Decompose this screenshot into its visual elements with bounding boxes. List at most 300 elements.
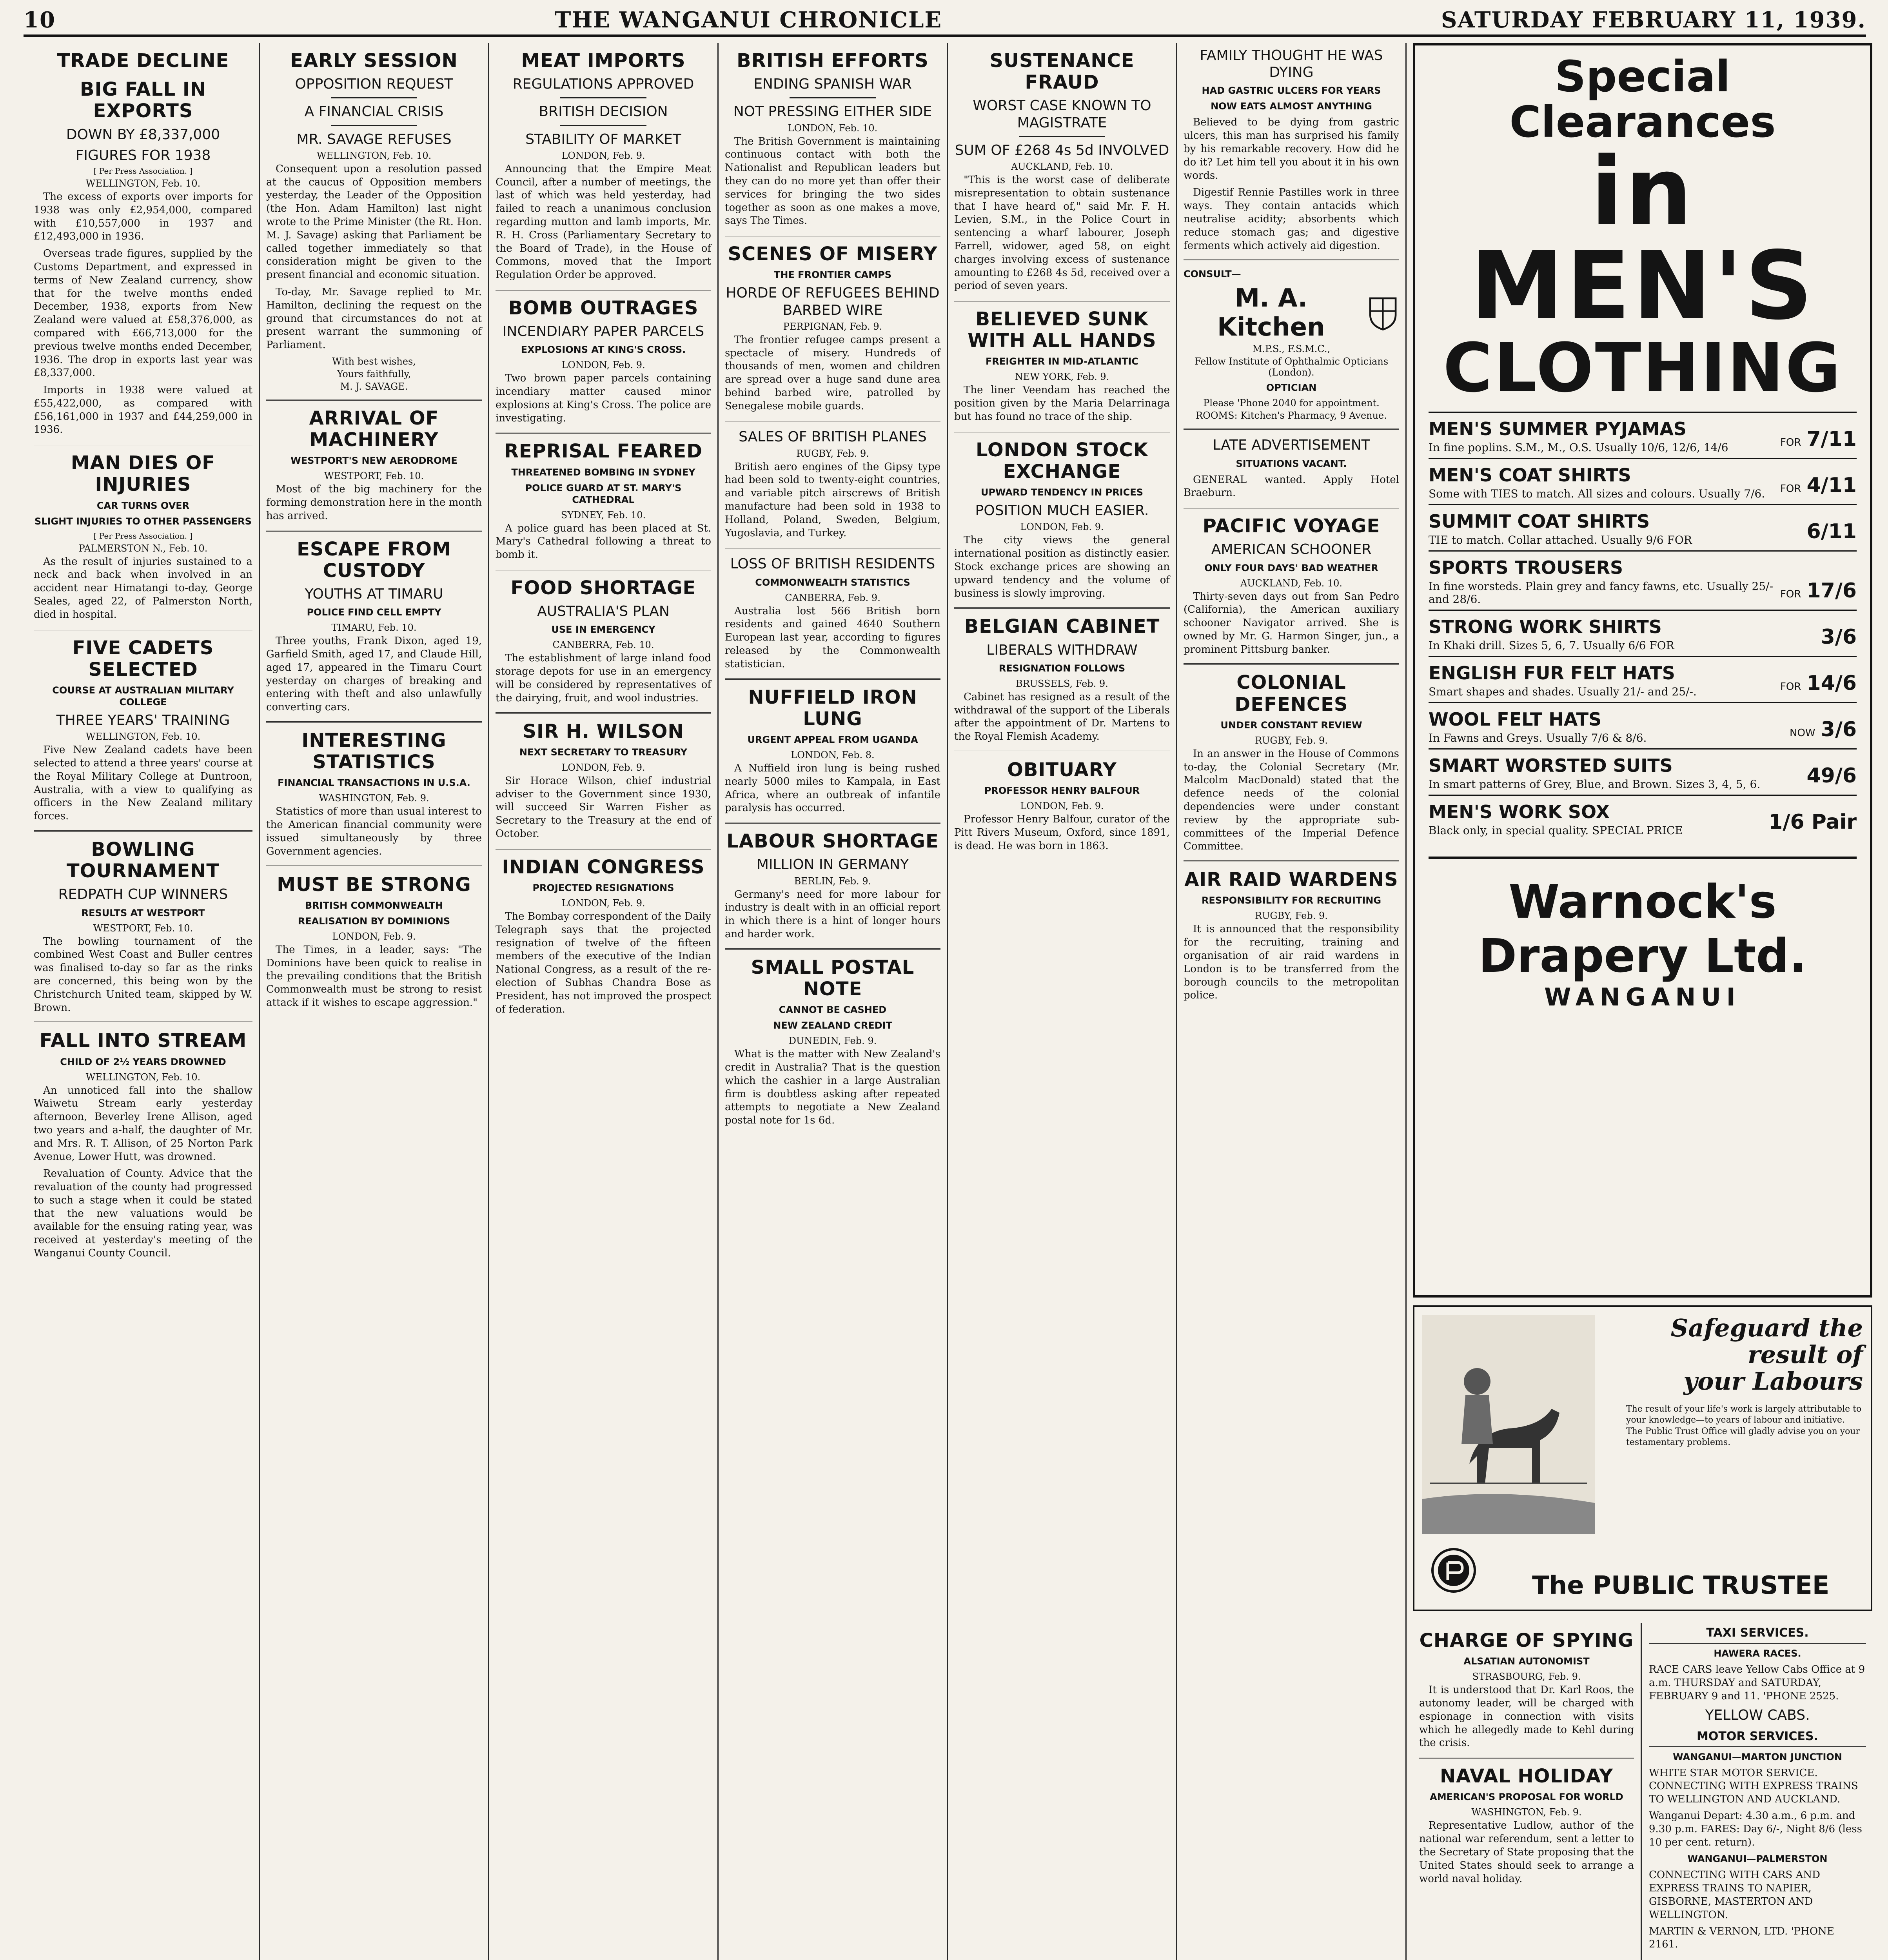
divider — [954, 607, 1170, 609]
subhead: POSITION MUCH EASIER. — [975, 503, 1149, 519]
headline: OBITUARY — [1007, 759, 1117, 781]
subhead: FREIGHTER IN MID-ATLANTIC — [985, 356, 1139, 367]
divider — [725, 420, 940, 421]
divider — [790, 97, 876, 98]
subhead: PROFESSOR HENRY BALFOUR — [984, 785, 1140, 797]
divider — [496, 712, 711, 714]
paragraph: Most of the big machinery for the forming demonstration here in the month has arrived. — [266, 483, 482, 522]
slogan-line: your Labours — [1683, 1367, 1863, 1396]
dateline: LONDON, Feb. 9. — [1020, 521, 1104, 533]
dateline: WELLINGTON, Feb. 10. — [316, 150, 432, 161]
dateline: WESTPORT, Feb. 10. — [93, 922, 193, 934]
qualifications: M.P.S., F.S.M.C., — [1252, 343, 1331, 355]
lower-right-news — [1413, 1623, 1640, 1960]
item-name: STRONG WORK SHIRTS — [1429, 616, 1662, 637]
subhead: NEXT SECRETARY TO TREASURY — [519, 746, 688, 758]
paragraph: What is the matter with New Zealand's credit in Australia? That is the question which the cashier in a large Australian firm is doubtless asking after repeated attempts to negotiate a New Zealand postal note for 1s 6d. — [725, 1048, 940, 1127]
item-qualifier: NOW — [1790, 727, 1815, 739]
wire-credit: [ Per Press Association. ] — [93, 531, 193, 541]
dateline: LONDON, Feb. 9. — [561, 150, 645, 161]
article-bomb-outrages — [496, 298, 711, 425]
column-3 — [489, 43, 717, 1960]
subhead: EXPLOSIONS AT KING'S CROSS. — [521, 344, 686, 356]
dateline: RUGBY, Feb. 9. — [1255, 735, 1328, 746]
article-pacific-voyage — [1184, 515, 1399, 656]
classified-text: Wanganui Depart: 4.30 a.m., 6 p.m. and 9.30 p.m. FARES: Day 6/-, Night 8/6 (less 10 per cent. return). — [1649, 1809, 1862, 1848]
paragraph: Cabinet has resigned as a result of the withdrawal of the support of the Liberals after the appointment of Dr. Martens to the Royal Flemish Academy. — [954, 691, 1170, 743]
subhead: NEW ZEALAND CREDIT — [773, 1020, 892, 1031]
item-name: WOOL FELT HATS — [1429, 708, 1602, 730]
item-name: SPORTS TROUSERS — [1429, 557, 1623, 578]
ad-headline: in MEN'S — [1470, 137, 1815, 341]
paragraph: Imports in 1938 were valued at £55,422,000, as compared with £56,161,000 in 1937 and £44,259,000 in 1936. — [34, 384, 252, 436]
ad-item — [1429, 458, 1857, 504]
dateline: WESTPORT, Feb. 10. — [324, 470, 424, 482]
headline: FOOD SHORTAGE — [510, 577, 696, 599]
headline: BRITISH EFFORTS — [737, 50, 929, 72]
subhead: CAR TURNS OVER — [96, 500, 190, 511]
dateline: WELLINGTON, Feb. 10. — [85, 1071, 201, 1083]
subhead: COMMONWEALTH STATISTICS — [755, 577, 910, 588]
ad-item — [1429, 610, 1857, 656]
article-british-planes — [725, 428, 940, 540]
dateline: LONDON, Feb. 8. — [791, 750, 875, 760]
item-desc: Smart shapes and shades. Usually 21/- and 25/-. — [1429, 685, 1697, 698]
article-labour-shortage — [725, 831, 940, 941]
divider — [496, 289, 711, 290]
dateline: AUCKLAND, Feb. 10. — [1240, 577, 1343, 589]
subhead: AUSTRALIA'S PLAN — [537, 603, 670, 620]
headline: NUFFIELD IRON LUNG — [748, 686, 917, 730]
item-name: MEN'S SUMMER PYJAMAS — [1429, 418, 1687, 439]
paragraph: The liner Veendam has reached the position given by the Maria Delarrinaga but has found no trace of the ship. — [954, 384, 1170, 423]
headline: NAVAL HOLIDAY — [1440, 1765, 1613, 1788]
headline: COLONIAL DEFENCES — [1234, 671, 1348, 715]
subhead: AMERICAN SCHOONER — [1211, 541, 1372, 558]
classified-text: MARTIN & VERNON, LTD. 'PHONE 2161. — [1649, 1925, 1834, 1951]
subhead: OPPOSITION REQUEST — [295, 76, 453, 93]
paragraph: Three youths, Frank Dixon, aged 19, Garfield Smith, aged 17, and Claude Hill, aged 17, appeared in the Timaru Court yesterday on charges of breaking and entering with theft and also unlawfully converting cars. — [266, 635, 482, 713]
column-2 — [260, 43, 488, 1960]
headline: ARRIVAL OF MACHINERY — [309, 407, 439, 451]
page-number: 10 — [24, 7, 56, 33]
divider — [496, 432, 711, 434]
subhead: SITUATIONS VACANT. — [1236, 458, 1347, 469]
subhead: WESTPORT'S NEW AERODROME — [290, 455, 457, 466]
column-4 — [719, 43, 947, 1960]
subhead: THREATENED BOMBING IN SYDNEY — [511, 466, 695, 478]
paragraph: Five New Zealand cadets have been selected to attend a three years' course at the Royal Military College at Duntroon, Australia, with a view to qualifying as officers in the New Zealand military forces. — [34, 744, 252, 822]
late-advertisement — [1184, 437, 1399, 500]
divider — [1184, 860, 1399, 862]
article-early-session — [266, 50, 482, 392]
dateline: BRUSSELS, Feb. 9. — [1016, 678, 1108, 689]
dateline: LONDON, Feb. 9. — [561, 897, 645, 909]
subhead: LIBERALS WITHDRAW — [986, 642, 1138, 658]
headline: AIR RAID WARDENS — [1184, 869, 1398, 891]
dateline: AUCKLAND, Feb. 10. — [1011, 161, 1113, 172]
column-5 — [948, 43, 1176, 1960]
headline: CHARGE OF SPYING — [1419, 1630, 1634, 1651]
subhead: CANNOT BE CASHED — [779, 1004, 887, 1016]
divider — [560, 125, 646, 126]
public-trustee-advertisement — [1413, 1305, 1872, 1611]
article-air-raid-wardens — [1184, 869, 1399, 1002]
headline: EARLY SESSION — [290, 50, 458, 72]
subhead: HAD GASTRIC ULCERS FOR YEARS — [1202, 85, 1381, 96]
divider — [331, 125, 417, 126]
ad-item — [1429, 656, 1857, 702]
classified-text: WHITE STAR MOTOR SERVICE. CONNECTING WITH EXPRESS TRAINS TO WELLINGTON AND AUCKLAND. — [1649, 1767, 1858, 1806]
item-price-block — [1780, 671, 1857, 695]
headline: MEAT IMPORTS — [521, 50, 686, 72]
article-man-dies — [34, 452, 252, 621]
article-colonial-defences — [1184, 672, 1399, 853]
item-price: 3/6 — [1821, 625, 1857, 649]
subhead: REGULATIONS APPROVED — [512, 76, 694, 93]
farmer-horse-illustration — [1422, 1315, 1595, 1534]
dateline: BERLIN, Feb. 9. — [794, 875, 871, 887]
paragraph: Thirty-seven days out from San Pedro (California), the American auxiliary schooner Navigator arrived. She is owned by Mr. G. Harmon Singer, jun., a prominent Pittsburg banker. — [1184, 590, 1399, 655]
paragraph: The Times, in a leader, says: "The Dominions have been quick to realise in the prevailing conditions that the British Commonwealth must be strong to resist attack if it wishes to escape aggression." — [266, 944, 482, 1009]
headline: SUSTENANCE FRAUD — [989, 50, 1135, 94]
headline: MAN DIES OF INJURIES — [71, 452, 216, 496]
item-price: 49/6 — [1806, 764, 1857, 788]
paragraph: British aero engines of the Gipsy type had been sold to twenty-eight countries, and variable pitch airscrews of British manufacture had been sold in 1938 to Holland, Poland, Sweden, Belgium, Yugoslavia, and Turkey. — [725, 461, 940, 539]
subhead: A FINANCIAL CRISIS — [304, 103, 444, 120]
article-sustenance-fraud — [954, 50, 1170, 293]
issue-date: SATURDAY FEBRUARY 11, 1939. — [1441, 7, 1866, 33]
item-price: 7/11 — [1806, 427, 1857, 451]
paragraph: Revaluation of County. Advice that the revaluation of the county had progressed to such a stage when it could be stated that the new valuations would be available for the ensuing rating year, was received at yesterday's meeting of the Wanganui County Council. — [34, 1168, 252, 1259]
headline: LONDON STOCK EXCHANGE — [976, 439, 1148, 483]
divider — [954, 431, 1170, 432]
paragraph: The city views the general international position as distinctly easier. Stock exchange prices are showing an upward tendency and the volume of business is slowly improving. — [954, 534, 1170, 599]
headline: BELGIAN CABINET — [964, 615, 1160, 638]
paragraph: It is announced that the responsibility for the recruiting, training and organisation of air raid wardens in London is to be transferred from the borough councils to the metropolitan police. — [1184, 923, 1399, 1002]
article-machinery — [266, 408, 482, 523]
dateline: PERPIGNAN, Feb. 9. — [783, 321, 882, 332]
signoff: M. J. SAVAGE. — [340, 381, 408, 392]
item-price: 1/6 Pair — [1768, 810, 1857, 834]
item-name: SMART WORSTED SUITS — [1429, 755, 1673, 776]
headline: FIVE CADETS SELECTED — [72, 637, 214, 681]
classified-text: CONNECTING WITH CARS AND EXPRESS TRAINS TO NAPIER, GISBORNE, MASTERTON AND WELLINGTON. — [1649, 1869, 1820, 1921]
subhead: THREE YEARS' TRAINING — [56, 712, 230, 729]
ad-item — [1429, 748, 1857, 795]
headline: FAMILY THOUGHT HE WAS DYING — [1200, 47, 1383, 81]
dateline: WASHINGTON, Feb. 9. — [1471, 1807, 1582, 1818]
headline: LATE ADVERTISEMENT — [1213, 437, 1370, 454]
divider — [34, 629, 252, 630]
item-qualifier: FOR — [1780, 436, 1801, 448]
divider — [1184, 260, 1399, 261]
subhead: REDPATH CUP WINNERS — [58, 886, 228, 903]
article-trade-decline — [34, 50, 252, 437]
subhead: REALISATION BY DOMINIONS — [298, 915, 450, 927]
divider — [34, 1022, 252, 1023]
paragraph: To-day, Mr. Savage replied to Mr. Hamilton, declining the request on the ground that circumstances do not at present warrant the summoning of Parliament. — [266, 286, 482, 351]
item-desc: In smart patterns of Grey, Blue, and Brown. Sizes 3, 4, 5, 6. — [1429, 777, 1761, 791]
dateline: LONDON, Feb. 10. — [788, 122, 878, 134]
rooms-info: ROOMS: Kitchen's Pharmacy, 9 Avenue. — [1196, 410, 1387, 421]
headline: REPRISAL FEARED — [504, 440, 703, 463]
paragraph: It is understood that Dr. Karl Roos, the autonomy leader, will be charged with espionage in connection with visits which he allegedly made to Kehl during the crisis. — [1419, 1684, 1634, 1749]
classified-heading: TAXI SERVICES. — [1649, 1623, 1866, 1644]
dateline: LONDON, Feb. 9. — [561, 359, 645, 371]
headline: INTERESTING STATISTICS — [301, 730, 447, 773]
item-desc: Black only, in special quality. SPECIAL PRICE — [1429, 824, 1683, 837]
ad-item — [1429, 550, 1857, 610]
dateline: WELLINGTON, Feb. 10. — [85, 731, 201, 742]
divider — [725, 678, 940, 680]
paragraph: The frontier refugee camps present a spectacle of misery. Hundreds of thousands of men, women and children are spread over a huge sand dune area behind barbed wire, patrolled by Senegalese mobile guards. — [725, 334, 940, 412]
subhead: USE IN EMERGENCY — [551, 624, 655, 635]
headline: INDIAN CONGRESS — [502, 856, 705, 878]
optician-role: OPTICIAN — [1266, 382, 1317, 394]
item-desc: In fine poplins. S.M., M., O.S. Usually 10/6, 12/6, 14/6 — [1429, 441, 1728, 454]
paragraph: As the result of injuries sustained to a neck and back when involved in an accident near Himatangi to-day, George Seales, aged 22, of Palmerston North, died in hospital. — [34, 555, 252, 621]
subhead: COURSE AT AUSTRALIAN MILITARY COLLEGE — [52, 685, 234, 708]
item-price-block — [1790, 718, 1857, 741]
divider — [1419, 1757, 1634, 1759]
subhead: POLICE FIND CELL EMPTY — [307, 607, 441, 618]
divider — [1184, 507, 1399, 508]
subhead: INCENDIARY PAPER PARCELS — [502, 323, 704, 340]
divider — [725, 822, 940, 824]
item-name: SUMMIT COAT SHIRTS — [1429, 510, 1650, 532]
dateline: LONDON, Feb. 9. — [561, 762, 645, 773]
divider — [1019, 136, 1105, 137]
subhead: ENDING SPANISH WAR — [753, 76, 912, 93]
subhead: PROJECTED RESIGNATIONS — [532, 882, 674, 893]
subhead: BRITISH DECISION — [539, 103, 668, 120]
item-price-block — [1780, 427, 1857, 451]
article-indian-congress — [496, 857, 711, 1016]
public-trust-emblem-icon — [1430, 1547, 1477, 1594]
ad-item — [1429, 412, 1857, 458]
column-6 — [1177, 43, 1405, 1960]
item-price: 6/11 — [1806, 519, 1857, 543]
paragraph: Germany's need for more labour for industry is dealt with in an official report in which there is a hint of longer hours and harder work. — [725, 888, 940, 940]
item-price-block — [1801, 764, 1857, 788]
item-price-block — [1763, 810, 1857, 834]
headline: BIG FALL IN EXPORTS — [80, 78, 206, 122]
dateline: LONDON, Feb. 9. — [1020, 800, 1104, 812]
subhead: NOW EATS ALMOST ANYTHING — [1211, 101, 1372, 112]
dateline: WASHINGTON, Feb. 9. — [319, 793, 429, 804]
subhead: DOWN BY £8,337,000 — [66, 126, 220, 143]
article-charge-of-spying — [1419, 1630, 1634, 1750]
subhead: RESIGNATION FOLLOWS — [998, 662, 1126, 674]
ad-item — [1429, 702, 1857, 748]
item-price: 3/6 — [1821, 717, 1857, 741]
divider — [266, 721, 482, 723]
headline: SMALL POSTAL NOTE — [751, 956, 915, 1000]
ad-headline: CLOTHING — [1443, 328, 1843, 407]
dateline: DUNEDIN, Feb. 9. — [788, 1035, 877, 1047]
consult-label: CONSULT— — [1184, 269, 1241, 280]
paragraph: Two brown paper parcels containing incendiary matter caused minor explosions at King's Cross. The police are investigating. — [496, 372, 711, 424]
item-price-block — [1801, 520, 1857, 543]
column-1 — [27, 43, 259, 1960]
signoff: Yours faithfully, — [337, 368, 411, 379]
item-qualifier: FOR — [1780, 483, 1801, 495]
divider — [266, 530, 482, 532]
subhead: AMERICAN'S PROPOSAL FOR WORLD — [1430, 1791, 1623, 1803]
item-price-block — [1815, 625, 1857, 649]
article-food-shortage — [496, 577, 711, 705]
paragraph: Representative Ludlow, author of the national war referendum, sent a letter to the Secretary of State proposing that the United States should seek to arrange a world naval holiday. — [1419, 1820, 1634, 1885]
paragraph: Digestif Rennie Pastilles work in three ways. They contain antacids which neutralise acidity; absorbents which reduce stomach gas; and digestive ferments which actively aid digestion. — [1184, 187, 1399, 252]
subhead: NOT PRESSING EITHER SIDE — [733, 103, 932, 120]
phone-info: Please 'Phone 2040 for appointment. — [1203, 397, 1380, 409]
item-name: ENGLISH FUR FELT HATS — [1429, 662, 1675, 684]
paragraph: Believed to be dying from gastric ulcers, this man has surprised his family by his remarkable recovery. How did he do it? Let him tell you about it in his own words. — [1184, 116, 1399, 181]
divider — [954, 300, 1170, 301]
paragraph: Australia lost 566 British born residents and gained 4640 Southern European last year, according to figures released by the Commonwealth statistician. — [725, 605, 940, 670]
headline: BOWLING TOURNAMENT — [66, 838, 220, 882]
subhead: MR. SAVAGE REFUSES — [296, 131, 452, 147]
article-reprisal — [496, 441, 711, 562]
subhead: THE FRONTIER CAMPS — [773, 269, 892, 281]
article-british-efforts — [725, 50, 940, 228]
subhead: UPWARD TENDENCY IN PRICES — [980, 487, 1144, 498]
ad-item — [1429, 504, 1857, 550]
paragraph: The Bombay correspondent of the Daily Telegraph says that the projected resignation of twelve of the fifteen members of the executive of the Indian National Congress, as a result of the re-election of Subhas Chandra Bose as President, has not improved the prospect of federation. — [496, 910, 711, 1015]
slogan-line: result of — [1748, 1340, 1863, 1369]
item-name: MEN'S WORK SOX — [1429, 801, 1610, 822]
subhead: FINANCIAL TRANSACTIONS IN U.S.A. — [278, 777, 470, 789]
divider — [1184, 663, 1399, 665]
divider — [725, 948, 940, 950]
article-bowling — [34, 839, 252, 1014]
item-price: 4/11 — [1806, 473, 1857, 497]
paragraph: "This is the worst case of deliberate misrepresentation to obtain sustenance that I have heard of," said Mr. F. H. Levien, S.M., in the Police Court in sentencing a wharf labourer, Joseph Farrell, widower, aged 58, on eight charges involving excess of sustenance amounting to £268 4s 5d, received over a period of seven years. — [954, 174, 1170, 292]
trustee-blurb: The result of your life's work is largely attributable to your knowledge—to years of labour and initiative. The Public Trust Office will gladly advise you on your testamentary problems. — [1626, 1404, 1862, 1448]
paragraph: Overseas trade figures, supplied by the Customs Department, and expressed in terms of New Zealand currency, show that for the twelve months ended December, 1938, exports from New Zealand were valued at £58,376,000, as compared with £66,713,000 for the previous twelve months ended December, 1936. The drop in exports last year was £8,337,000. — [34, 248, 252, 379]
article-meat-imports — [496, 50, 711, 282]
subhead: UNDER CONSTANT REVIEW — [1220, 719, 1362, 731]
article-must-be-strong — [266, 874, 482, 1010]
headline: SALES OF BRITISH PLANES — [739, 429, 927, 445]
divider — [266, 399, 482, 401]
subhead: POLICE GUARD AT ST. MARY'S CATHEDRAL — [525, 482, 682, 505]
paper-title: THE WANGANUI CHRONICLE — [554, 7, 942, 33]
headline: SCENES OF MISERY — [728, 243, 938, 265]
article-stock-exchange — [954, 439, 1170, 601]
wire-credit: [ Per Press Association. ] — [93, 166, 193, 176]
article-obituary — [954, 759, 1170, 853]
item-desc: In fine worsteds. Plain grey and fancy fawns, etc. Usually 25/- and 28/6. — [1429, 579, 1774, 606]
headline: TRADE DECLINE — [57, 50, 229, 72]
subhead: FIGURES FOR 1938 — [75, 147, 211, 163]
dateline: STRASBOURG, Feb. 9. — [1472, 1671, 1581, 1682]
headline: FALL INTO STREAM — [39, 1030, 247, 1052]
headline: LOSS OF BRITISH RESIDENTS — [730, 556, 935, 572]
paragraph: The bowling tournament of the combined West Coast and Buller centres was finalised to-day so far as the rinks are concerned, this being won by the Christchurch United team, skipped by W. Brown. — [34, 935, 252, 1014]
clothing-advertisement — [1413, 43, 1872, 1298]
item-desc: In Fawns and Greys. Usually 7/6 & 8/6. — [1429, 731, 1647, 744]
paragraph: Announcing that the Empire Meat Council, after a number of meetings, the last of which was held yesterday, had failed to reach a unanimous conclusion regarding mutton and lamb imports, Mr. R. H. Cross (Parliamentary Secretary to the Board of Trade), in the House of Commons, moved that the Import Regulation Order be approved. — [496, 163, 711, 281]
column-rule — [1641, 1623, 1642, 1960]
article-naval-holiday — [1419, 1766, 1634, 1886]
item-desc: TIE to match. Collar attached. Usually 9/6 FOR — [1429, 533, 1692, 546]
fellowship: Fellow Institute of Ophthalmic Opticians (London). — [1194, 356, 1389, 378]
article-scenes-of-misery — [725, 243, 940, 413]
subhead: SUM OF £268 4s 5d INVOLVED — [955, 142, 1169, 158]
article-escape — [266, 539, 482, 714]
dateline: RUGBY, Feb. 9. — [1255, 910, 1328, 922]
classified-text: RACE CARS leave Yellow Cabs Office at 9 a.m. THURSDAY and SATURDAY, FEBRUARY 9 and 11. 'PHONE 2525. — [1649, 1664, 1865, 1702]
divider — [560, 97, 646, 98]
paragraph: Consequent upon a resolution passed at the caucus of Opposition members yesterday, the Leader of the Opposition (the Hon. Adam Hamilton) last night wrote to the Prime Minister (the Rt. Hon. M. J. Savage) asking that Parliament be called together immediately so that consideration might be given to the present financial and economic situation. — [266, 163, 482, 281]
divider — [725, 547, 940, 548]
paragraph: A police guard has been placed at St. Mary's Cathedral following a threat to bomb it. — [496, 522, 711, 561]
article-british-residents — [725, 555, 940, 671]
ad-item — [1429, 795, 1857, 841]
store-name: Warnock's Drapery Ltd. — [1429, 857, 1857, 983]
subhead: CHILD OF 2½ YEARS DROWNED — [60, 1056, 226, 1067]
headline: MUST BE STRONG — [277, 873, 471, 896]
subhead: YOUTHS AT TIMARU — [305, 586, 443, 603]
article-five-cadets — [34, 637, 252, 823]
divider — [266, 866, 482, 867]
divider — [725, 235, 940, 236]
classified-subhead: WANGANUI—MARTON JUNCTION — [1673, 1751, 1842, 1762]
dateline: WELLINGTON, Feb. 10. — [85, 178, 201, 189]
article-statistics — [266, 730, 482, 858]
headline: BELIEVED SUNK WITH ALL HANDS — [968, 308, 1156, 352]
subhead: STABILITY OF MARKET — [525, 131, 681, 147]
article-postal-note — [725, 957, 940, 1127]
optician-name: M. A. Kitchen — [1217, 284, 1325, 342]
item-price: 14/6 — [1806, 671, 1857, 695]
paragraph: In an answer in the House of Commons to-day, the Colonial Secretary (Mr. Malcolm MacDonald) stated that the defence needs of the colonial dependencies were under constant review by the appropriate sub-committees of the Imperial Defence Committee. — [1184, 748, 1399, 853]
paragraph: GENERAL wanted. Apply Hotel Braeburn. — [1184, 474, 1399, 499]
store-city: WANGANUI — [1544, 982, 1741, 1011]
paragraph: Professor Henry Balfour, curator of the Pitt Rivers Museum, Oxford, since 1891, is dead. He was born in 1863. — [954, 813, 1170, 852]
subhead: BRITISH COMMONWEALTH — [305, 900, 443, 911]
item-qualifier: FOR — [1780, 588, 1801, 600]
article-rennie-ad — [1184, 47, 1399, 252]
subhead: WORST CASE KNOWN TO MAGISTRATE — [973, 98, 1151, 131]
item-name: MEN'S COAT SHIRTS — [1429, 464, 1631, 486]
article-iron-lung — [725, 687, 940, 815]
classifieds — [1643, 1623, 1872, 1960]
dateline: SYDNEY, Feb. 10. — [561, 509, 646, 521]
classified-subhead: WANGANUI—PALMERSTON — [1687, 1853, 1828, 1865]
divider — [34, 444, 252, 445]
column-rule — [1405, 43, 1407, 1960]
subhead: ALSATIAN AUTONOMIST — [1463, 1656, 1590, 1667]
dateline: RUGBY, Feb. 9. — [796, 448, 869, 459]
divider — [34, 830, 252, 832]
subhead: URGENT APPEAL FROM UGANDA — [747, 734, 918, 745]
subhead: SLIGHT INJURIES TO OTHER PASSENGERS — [34, 515, 252, 527]
classified-subhead: HAWERA RACES. — [1714, 1648, 1801, 1659]
article-belgian-cabinet — [954, 616, 1170, 744]
paragraph: The excess of exports over imports for 1938 was only £2,954,000, compared with £10,557,000 in 1937 and £12,493,000 in 1936. — [34, 191, 252, 243]
item-qualifier: FOR — [1780, 681, 1801, 693]
dateline: CANBERRA, Feb. 9. — [785, 592, 880, 603]
coat-of-arms-icon — [1367, 293, 1399, 332]
divider — [1184, 428, 1399, 430]
headline: LABOUR SHORTAGE — [726, 830, 939, 853]
classified-heading: MOTOR SERVICES. — [1649, 1726, 1866, 1747]
classified-brand: YELLOW CABS. — [1705, 1707, 1810, 1724]
kitchen-optician-ad — [1184, 268, 1399, 421]
